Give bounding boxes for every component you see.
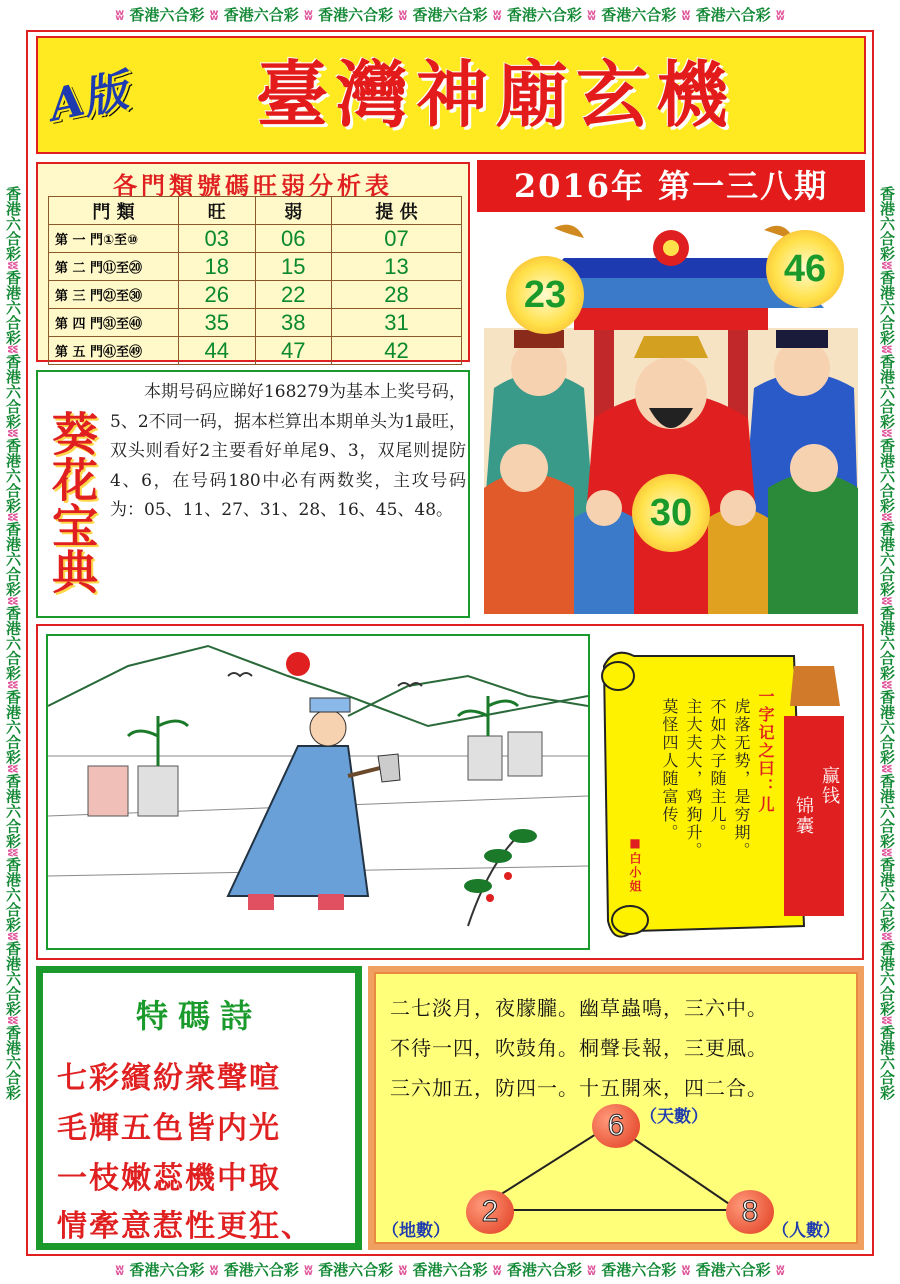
gate-analysis-panel [36, 162, 470, 362]
offer-value: 42 [332, 337, 462, 365]
kuihua-panel [36, 370, 470, 618]
gate-category: 第 一 門①至⑩ [49, 225, 179, 253]
table-row [49, 337, 462, 365]
edition-badge: A版 [44, 65, 132, 132]
verse-panel [368, 966, 864, 1250]
offer-value: 28 [332, 281, 462, 309]
weak-value: 22 [255, 281, 332, 309]
verse-line: 三六加五，防四一。十五開來，四二合。 [390, 1076, 768, 1100]
earth-number: 2 [466, 1190, 514, 1234]
poem-line: 一枝嫩蕊機中取 [57, 1161, 281, 1196]
offer-value: 31 [332, 309, 462, 337]
strong-value: 03 [179, 225, 256, 253]
heaven-number: 6 [592, 1104, 640, 1148]
human-label: （人數） [772, 1221, 840, 1241]
table-row [49, 225, 462, 253]
human-number: 8 [726, 1190, 774, 1234]
bag-label: 锦囊 [793, 796, 814, 836]
number-ball-right: 46 [766, 230, 844, 308]
weak-value: 06 [255, 225, 332, 253]
strong-value: 26 [179, 281, 256, 309]
scroll-line: 主大夫大，鸡狗升。 [684, 698, 703, 860]
col-header: 提 供 [332, 197, 462, 225]
farmer-scene-image [48, 636, 588, 948]
scroll-heading: 一字记之曰：儿 [756, 688, 775, 814]
weak-value: 47 [255, 337, 332, 365]
poem-line: 情牽意惹性更狂、 [57, 1209, 313, 1244]
heaven-label: （天數） [640, 1107, 708, 1127]
scroll-signature: ■白小姐 [628, 836, 642, 894]
frame-left-banner: 香港六合彩ʬ香港六合彩ʬ香港六合彩ʬ香港六合彩ʬ香港六合彩ʬ香港六合彩ʬ香港六合彩ʬ香港六合彩ʬ香港六合彩ʬ香港六合彩ʬ香港六合彩 [4, 186, 22, 1100]
kuihua-title: 葵花宝典 [45, 410, 99, 594]
frame-right-banner: 香港六合彩ʬ香港六合彩ʬ香港六合彩ʬ香港六合彩ʬ香港六合彩ʬ香港六合彩ʬ香港六合彩ʬ香港六合彩ʬ香港六合彩ʬ香港六合彩ʬ香港六合彩 [878, 186, 896, 1100]
scroll-line: 莫怪四人随富传。 [660, 698, 679, 842]
poem-title: 特碼詩 [135, 997, 262, 1035]
gate-category: 第 三 門㉑至㉚ [49, 281, 179, 309]
number-ball-center: 30 [632, 474, 710, 552]
table-row [49, 281, 462, 309]
gate-category: 第 四 門㉛至㊵ [49, 309, 179, 337]
scroll-panel [594, 646, 854, 946]
gate-table [48, 196, 462, 365]
poem-line: 毛輝五色皆内光 [57, 1111, 281, 1146]
page-title: 臺灣神廟玄機 [255, 52, 736, 137]
verse-line: 不待一四，吹鼓角。桐聲長報，三更風。 [390, 1036, 768, 1060]
header-banner [36, 36, 866, 154]
col-header: 門 類 [49, 197, 179, 225]
issue-banner: 2016年 第一三八期 [477, 160, 865, 212]
table-row [49, 253, 462, 281]
scroll-line: 不如犬子随主儿。 [708, 698, 727, 842]
temple-illustration [484, 218, 858, 614]
farmer-illustration [46, 634, 590, 950]
offer-value: 13 [332, 253, 462, 281]
frame-top-banner: ʬ 香港六合彩 ʬ 香港六合彩 ʬ 香港六合彩 ʬ 香港六合彩 ʬ 香港六合彩 ʬ 香港六合彩 ʬ 香港六合彩 ʬ [115, 6, 785, 24]
scene-panel [36, 624, 864, 960]
special-poem-panel [36, 966, 362, 1250]
earth-label: （地數） [382, 1221, 450, 1241]
strong-value: 44 [179, 337, 256, 365]
verse-line: 二七淡月，夜朦朧。幽草蟲鳴，三六中。 [390, 996, 768, 1020]
table-row [49, 309, 462, 337]
weak-value: 38 [255, 309, 332, 337]
offer-value: 07 [332, 225, 462, 253]
gate-category: 第 五 門㊶至㊾ [49, 337, 179, 365]
kuihua-text: 本期号码应睇好168279为基本上奖号码，5、2不同一码，据本栏算出本期单头为1最旺，双头则看好2主要看好单尾9、3，双尾则提防4、6，在号码180中必有两数奖，主攻号码为：05、11、27、31、28、16、45、48。 [110, 382, 466, 520]
gate-table-title: 各門類號碼旺弱分析表 [113, 171, 393, 200]
poem-line: 七彩繽紛衆聲喧 [57, 1061, 281, 1096]
frame-bottom-banner: ʬ 香港六合彩 ʬ 香港六合彩 ʬ 香港六合彩 ʬ 香港六合彩 ʬ 香港六合彩 ʬ 香港六合彩 ʬ 香港六合彩 ʬ [115, 1261, 785, 1279]
table-header-row [49, 197, 462, 225]
strong-value: 35 [179, 309, 256, 337]
col-header: 旺 [179, 197, 256, 225]
gate-category: 第 二 門⑪至⑳ [49, 253, 179, 281]
col-header: 弱 [255, 197, 332, 225]
number-ball-left: 23 [506, 256, 584, 334]
win-money-label: 赢钱 [819, 766, 840, 806]
strong-value: 18 [179, 253, 256, 281]
weak-value: 15 [255, 253, 332, 281]
scroll-line: 虎落无势，是穷期。 [732, 698, 751, 860]
